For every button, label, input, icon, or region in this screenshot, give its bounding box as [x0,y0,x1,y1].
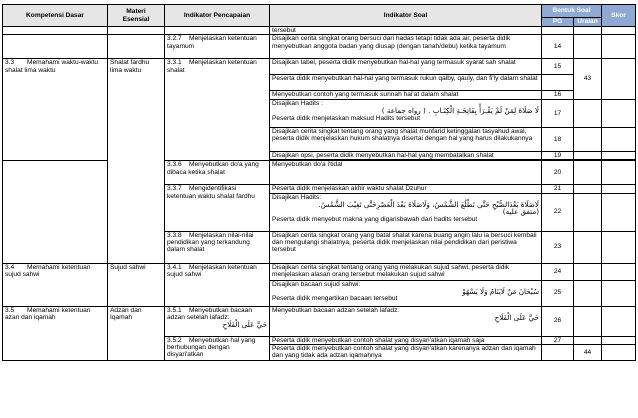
indikator-text: Menyebutkan bacaan adzan setelah lafadz: [167,306,253,322]
skor-cell [602,185,636,193]
header-uraian: Uraian [574,18,602,27]
skor-cell [602,336,636,344]
uraian-cell [574,151,602,159]
header-materi [108,5,165,27]
uraian-cell [574,185,602,193]
kd-cell [3,35,108,59]
indikator-code: 3.2.7 [167,35,182,43]
skor-cell [602,27,636,35]
pg-cell: 26 [542,306,574,336]
uraian-cell [574,336,602,344]
soal-cell: Disajikan cerita singkat tentang orang yang shalat munfarid ketinggalan tasyahud awal, peserta didik menjelaskan hukum shalatnya disertai dengan hal yang harus dilakukannya [270,127,542,151]
uraian-cell [574,263,602,280]
header-indikator: Indikator Pencapaian [165,5,270,27]
soal-text: Peserta didik mengartikan bacaan tersebut [272,295,398,303]
pg-cell: 16 [542,91,574,99]
indikator-code: 3.5.2 [167,336,182,344]
materi-cell: Adzan dan Iqamah [108,306,165,360]
uraian-cell [574,27,602,35]
indikator-cell [165,231,270,263]
indikator-cell [165,185,270,231]
soal-cell: Disajikan cerita singkat tentang orang yang melakukan sujud sahwi, peserta didik menjelaskan alasan orang tersebut melakukan sujud sahwi [270,263,542,280]
soal-cell: Disajikan cerita singkat orang bersuci dari hadas tetapi tidak ada air, peserta didik menyebutkan anggota badan yang diusap (dengan tanah/debu) ketika tayamum [270,35,542,59]
uraian-cell [574,193,602,231]
header-materi-line1: Materi [126,8,146,16]
soal-text: Menyebutkan bacaan adzan setelah lafadz: [272,306,400,314]
indikator-code: 3.3.8 [167,231,182,239]
indikator-text: Menjelaskan ketentuan shalat [167,59,257,74]
uraian-cell [574,280,602,306]
soal-cell: Disajikan tabel, peserta didik menyebutkan hal-hal yang termasuk syarat sah shalat [270,59,542,75]
skor-cell [602,231,636,263]
soal-cell [270,193,542,231]
kd-code: 3.3 [5,59,15,67]
lafadz-arabic: حَيَّ عَلَى الْفَلَاحِ [494,313,539,323]
indikator-cell [165,27,270,35]
header-bentuk: Bentuk Soal [542,5,602,18]
pg-cell: 25 [542,280,574,306]
header-skor: Skor [602,5,636,27]
uraian-cell [574,161,602,185]
soal-cell: tersebut [270,27,542,35]
pg-cell [542,27,574,35]
hadits-arabic: لَاصَلَاةَ بَعْدَالصُّبْحِ حَتَّى تَطْلُعَ الشَّمْسُ، وَلَاصَلَاةَ بَعْدَ الْعَصْرِحَتَّى تَغِيْبَ الشَّمْسُ. [318,200,539,210]
indikator-code: 3.3.7 [167,185,182,193]
uraian-cell [574,127,602,151]
pg-cell: 21 [542,185,574,193]
lafadz-arabic: حَيَّ عَلَى الْفَلَاحِ [222,320,267,330]
materi-cell [108,27,165,35]
skor-cell [602,99,636,127]
kd-cell [3,59,108,161]
indikator-text: Menyebutkan do'a yang dibaca ketika shalat [167,161,259,176]
indikator-text: Menyebutkan hal yang berhubungan dengan disyari'atkan [167,336,256,359]
uraian-cell: 44 [574,345,602,361]
soal-cell [270,280,542,306]
skor-cell [602,127,636,151]
indikator-code: 3.5.1 [167,306,182,314]
kisi-kisi-table [2,4,636,361]
indikator-code: 3.3.1 [167,59,182,67]
soal-cell: Disajikan opsi, peserta didik menyebutkan hal-hal yang membatalkan shalat [270,151,542,159]
header-kd: Kompetensi Dasar [3,5,108,27]
kd-text: Memahami ketentuan azan dan iqamah [5,306,91,322]
pg-cell: 27 [542,336,574,344]
indikator-code: 3.3.6 [167,161,182,169]
skor-cell [602,161,636,185]
pg-cell: 15 [542,59,574,75]
pg-cell [542,345,574,361]
kd-cell [3,27,108,35]
pg-cell: 20 [542,161,574,185]
soal-cell: Peserta didik menyebutkan hal-hal yang termasuk rukun qalby, qauly, dan fi'ly dalam shalat [270,75,542,91]
uraian-cell [574,231,602,263]
soal-cell: Menyebutkan contoh yang termasuk sunnah hai'at dalam shalat [270,91,542,99]
soal-text: Disajikan bacaan sujud sahwi: [272,280,361,288]
skor-cell [602,280,636,306]
doa-arabic: سُبْحَانَ مَنْ لَايَنَامُ وَلَا يَسْهُوْ [462,287,539,297]
kd-code: 3.5 [5,306,15,314]
kd-code: 3.4 [5,263,15,271]
soal-cell: Disajikan cerita singkat orang yang batal shalat karena buang angin lalu ia bersuci kembali dan mengulangi shalatnya, peserta didik menjelaskan nilai pendidikan dari peristiwa tersebut [270,231,542,263]
kd-text: Memahami ketentuan sujud sahwi [5,263,91,279]
pg-cell: 19 [542,151,574,159]
skor-cell [602,35,636,59]
soal-text: Disajikan Hadits: [272,193,322,201]
soal-cell [270,306,542,336]
hadits-arabic: لَا صَلَاةَ لِمَنْ لَمْ يَقْـرَأْ بِفَاتِحَـةِ الْكِتَـابِ . ( رواه جماعة ) [381,106,539,116]
indikator-cell [165,336,270,360]
soal-cell: Peserta didik menyebutkan contoh shalat yang disyari'atkan iqamah saja [270,336,542,344]
kd-cell [3,161,108,263]
pg-cell: 22 [542,193,574,231]
soal-cell [270,99,542,127]
soal-text: Peserta didik menyebut makna yang digarisbawah dari hadits tersebut [272,215,478,223]
skor-cell [602,193,636,231]
indikator-text: Menjelaskan ketentuan tayamum [167,35,257,50]
skor-cell [602,306,636,336]
indikator-cell [165,59,270,161]
indikator-cell [165,161,270,185]
skor-cell [602,345,636,361]
pg-cell [542,75,574,91]
materi-cell: Shalat fardhu lima waktu [108,59,165,263]
kd-cell [3,263,108,306]
indikator-text: Menjelaskan nilai-nilai pendidikan yang terkandung dalam shalat [167,231,254,254]
uraian-cell [574,99,602,127]
materi-cell: Sujud sahwi [108,263,165,306]
uraian-cell: 43 [574,59,602,99]
header-soal: Indikator Soal [270,5,542,27]
soal-cell: Peserta didik menyebutkan contoh shalat yang disyari'atkan karenanya adzan dan iqamah dan yang tidak ada adzan iqamahnya [270,345,542,361]
pg-cell: 18 [542,127,574,151]
indikator-cell [165,263,270,306]
indikator-code: 3.4.1 [167,263,182,271]
pg-cell: 14 [542,35,574,59]
indikator-cell [165,35,270,59]
pg-cell: 24 [542,263,574,280]
materi-cell [108,35,165,59]
header-pg: PG [542,18,574,27]
uraian-cell [574,306,602,336]
kd-text: Memahami waktu-waktu shalat lima waktu [5,59,99,74]
kd-cell [3,306,108,360]
indikator-text: Mengidentifikasi ketentuan waktu shalat fardhu [167,185,255,200]
soal-text: Disajikan Hadits : [272,99,323,107]
skor-cell [602,151,636,159]
indikator-cell [165,306,270,336]
indikator-text: Menjelaskan ketentuan sujud sahwi [167,263,257,279]
soal-text: Peserta didik menjelaskan maksud Hadits tersebut [272,114,421,122]
soal-cell: Menyebutkan do'a i'tidal [270,161,542,185]
uraian-cell [574,35,602,59]
soal-cell: Peserta didik menjelaskan akhir waktu shalat Dzuhur [270,185,542,193]
skor-cell [602,263,636,280]
skor-cell [602,59,636,99]
header-materi-line2: Esensial [122,15,150,23]
pg-cell: 17 [542,99,574,127]
hadits-source: (متفق عليه) [502,207,539,217]
pg-cell: 23 [542,231,574,263]
